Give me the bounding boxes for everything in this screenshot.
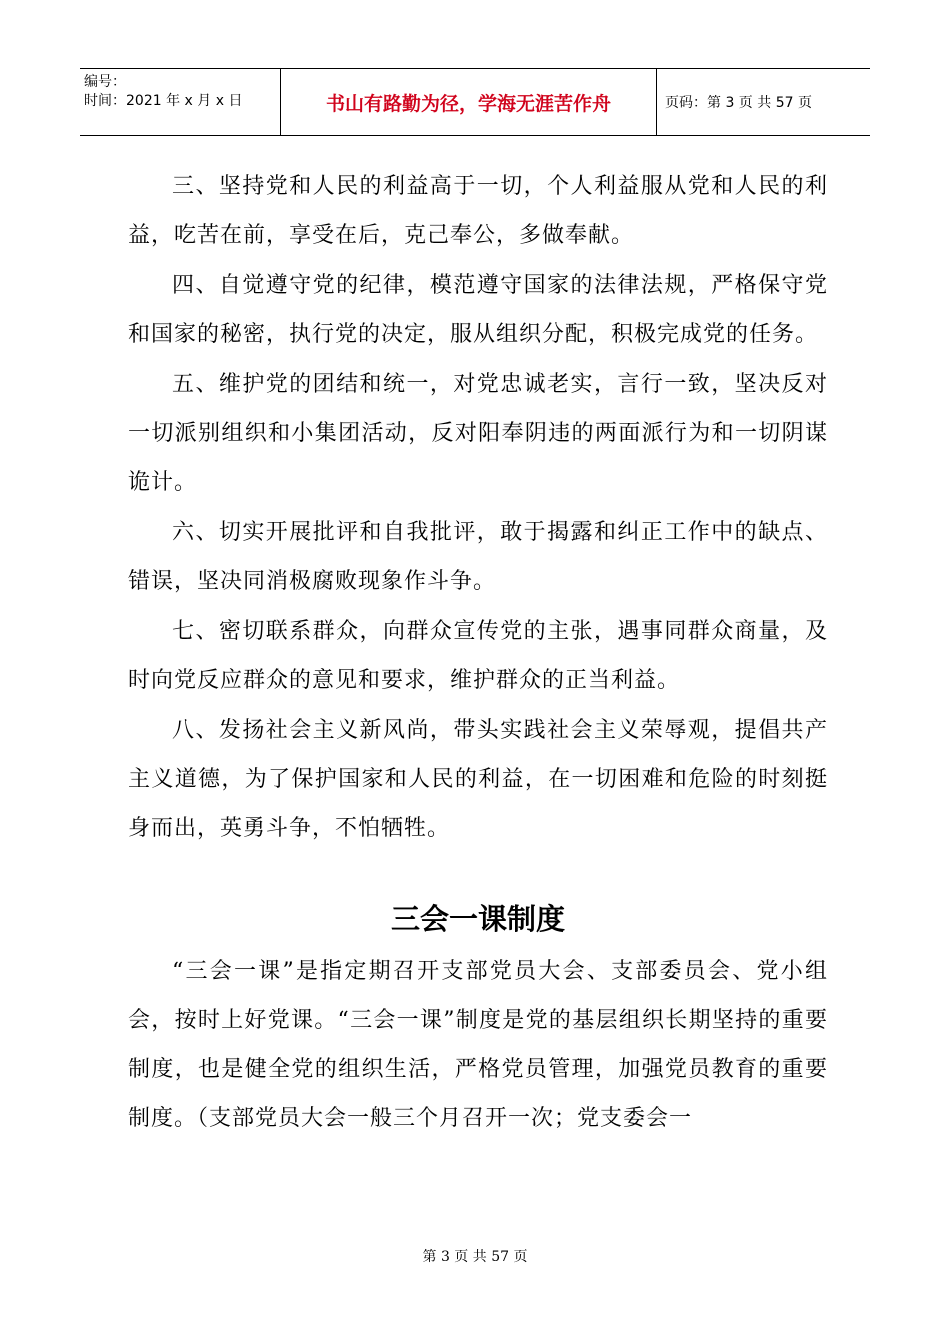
time-label: 时间：2021 年 x 月 x 日 — [84, 93, 243, 109]
paragraph: 五、维护党的团结和统一，对党忠诚老实，言行一致，坚决反对一切派别组织和小集团活动，反对阳奉阴违的两面派行为和一切阴谋诡计。 — [128, 372, 828, 495]
number-label: 编号： — [84, 74, 126, 90]
section-paragraph: “三会一课”是指定期召开支部党员大会、支部委员会、党小组会，按时上好党课。“三会一课”制度是党的基层组织长期坚持的重要制度，也是健全党的组织生活，严格党员管理，加强党员教育的重要制度。（支部党员大会一般三个月召开一次；党支委会一 — [128, 959, 828, 1131]
page-footer: 第 3 页 共 57 页 — [422, 1249, 528, 1265]
header-meta — [80, 69, 281, 135]
document-body — [128, 162, 828, 1144]
document-header — [80, 68, 870, 136]
paragraph: 四、自觉遵守党的纪律，模范遵守国家的法律法规，严格保守党和国家的秘密，执行党的决定，服从组织分配，积极完成党的任务。 — [128, 273, 828, 347]
header-page-info: 页码：第 3 页 共 57 页 — [665, 95, 812, 111]
paragraph: 八、发扬社会主义新风尚，带头实践社会主义荣辱观，提倡共产主义道德，为了保护国家和人民的利益，在一切困难和危险的时刻挺身而出，英勇斗争，不怕牺牲。 — [128, 718, 828, 841]
header-motto: 书山有路勤为径，学海无涯苦作舟 — [281, 69, 657, 135]
section-title: 三会一课制度 — [390, 902, 565, 936]
paragraph: 七、密切联系群众，向群众宣传党的主张，遇事同群众商量，及时向党反应群众的意见和要求，维护群众的正当利益。 — [128, 619, 828, 693]
paragraph: 三、坚持党和人民的利益高于一切，个人利益服从党和人民的利益，吃苦在前，享受在后，克己奉公，多做奉献。 — [128, 174, 828, 248]
paragraph: 六、切实开展批评和自我批评，敢于揭露和纠正工作中的缺点、错误，坚决同消极腐败现象作斗争。 — [128, 520, 828, 594]
